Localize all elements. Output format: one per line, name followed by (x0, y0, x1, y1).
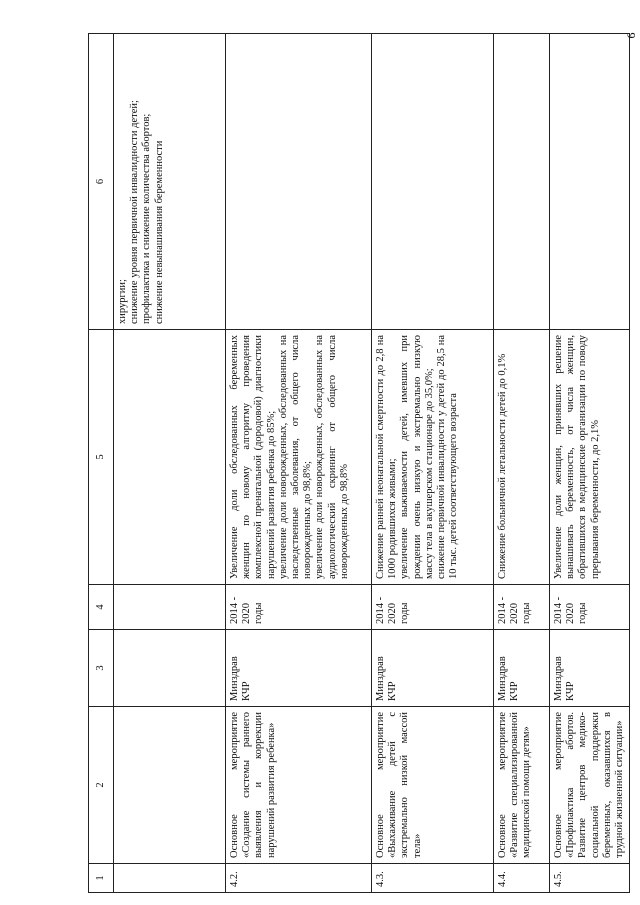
period-cell (114, 585, 226, 630)
problems-cell (494, 34, 550, 330)
page-number: 9 (624, 32, 639, 39)
row-number: 4.2. (226, 864, 372, 893)
row-number: 4.4. (494, 864, 550, 893)
header-cell: 6 (89, 34, 114, 330)
executor-cell: Минздрав КЧР (494, 630, 550, 707)
executor-cell: Минздрав КЧР (226, 630, 372, 707)
table-row (114, 34, 226, 893)
row-number: 4.3. (372, 864, 494, 893)
period-cell: 2014 - 2020 годы (494, 585, 550, 630)
header-cell: 3 (89, 630, 114, 707)
result-line: Снижение ранней неонатальной смертности до 2,8 на 1000 родившихся живыми; (375, 335, 399, 579)
result-line: увеличение выживаемости детей, имевших при рождении очень низкую и экстремально низкую массу тела в акушерском стационаре до 35,0%; (399, 335, 435, 579)
results-cell (372, 330, 494, 585)
row-number: 4.5. (550, 864, 630, 893)
results-cell: Снижение больничной летальности детей до 0,1% (494, 330, 550, 585)
period-cell: 2014 - 2020 годы (226, 585, 372, 630)
problem-line: профилактика и снижение количества абортов; (141, 113, 153, 324)
problem-line: снижение невынашивания беременности (153, 140, 165, 324)
problems-cell (372, 34, 494, 330)
table-row (494, 34, 550, 893)
header-cell: 2 (89, 707, 114, 864)
period-cell: 2014 - 2020 годы (550, 585, 630, 630)
event-cell: Основное мероприятие «Выхаживание детей с экстремально низкой массой тела» (372, 707, 494, 864)
problem-line: хирургии; (117, 279, 128, 324)
event-cell: Основное мероприятие «Профилактика абортов. Развитие центров медико-социальной поддержки беременных, оказавшихся в трудной жизненной ситуации» (550, 707, 630, 864)
executor-cell (114, 630, 226, 707)
event-cell (114, 707, 226, 864)
table-header-row (89, 34, 114, 893)
result-line: снижение первичной инвалидности у детей до 28,5 на 10 тыс. детей соответствующего возраста (436, 335, 460, 579)
problems-cell (114, 34, 226, 330)
problems-cell (550, 34, 630, 330)
results-cell (226, 330, 372, 585)
measures-table (88, 33, 630, 893)
table-row (372, 34, 494, 893)
result-line: увеличение доли новорожденных, обследованных на аудиологический скрининг от общего числа новорожденных до 98,8% (314, 335, 350, 579)
problems-cell (226, 34, 372, 330)
problem-line: снижение уровня первичной инвалидности детей; (129, 100, 141, 324)
result-line: увеличение доли новорожденных, обследованных на наследственные заболевания, от общего числа новорожденных до 98,8%; (277, 335, 314, 579)
period-cell: 2014 - 2020 годы (372, 585, 494, 630)
results-cell (114, 330, 226, 585)
results-cell: Увеличение доли женщин, принявших решение вынашивать беременность, от числа женщин, обратившихся в медицинские организации по поводу прерывания беременности, до 2,1% (550, 330, 630, 585)
table-row (550, 34, 630, 893)
header-cell: 5 (89, 330, 114, 585)
rotated-table-wrapper (88, 33, 626, 893)
row-number (114, 864, 226, 893)
header-cell: 1 (89, 864, 114, 893)
table-row (226, 34, 372, 893)
header-cell: 4 (89, 585, 114, 630)
executor-cell: Минздрав КЧР (372, 630, 494, 707)
executor-cell: Минздрав КЧР (550, 630, 630, 707)
event-cell: Основное мероприятие «Создание системы раннего выявления и коррекции нарушений развития ребенка» (226, 707, 372, 864)
result-line: Увеличение доли обследованных беременных женщин по новому алгоритму проведения комплексной пренатальной (дородовой) диагностики нарушений развития ребенка до 85%; (229, 335, 277, 579)
event-cell: Основное мероприятие «Развитие специализированной медицинской помощи детям» (494, 707, 550, 864)
